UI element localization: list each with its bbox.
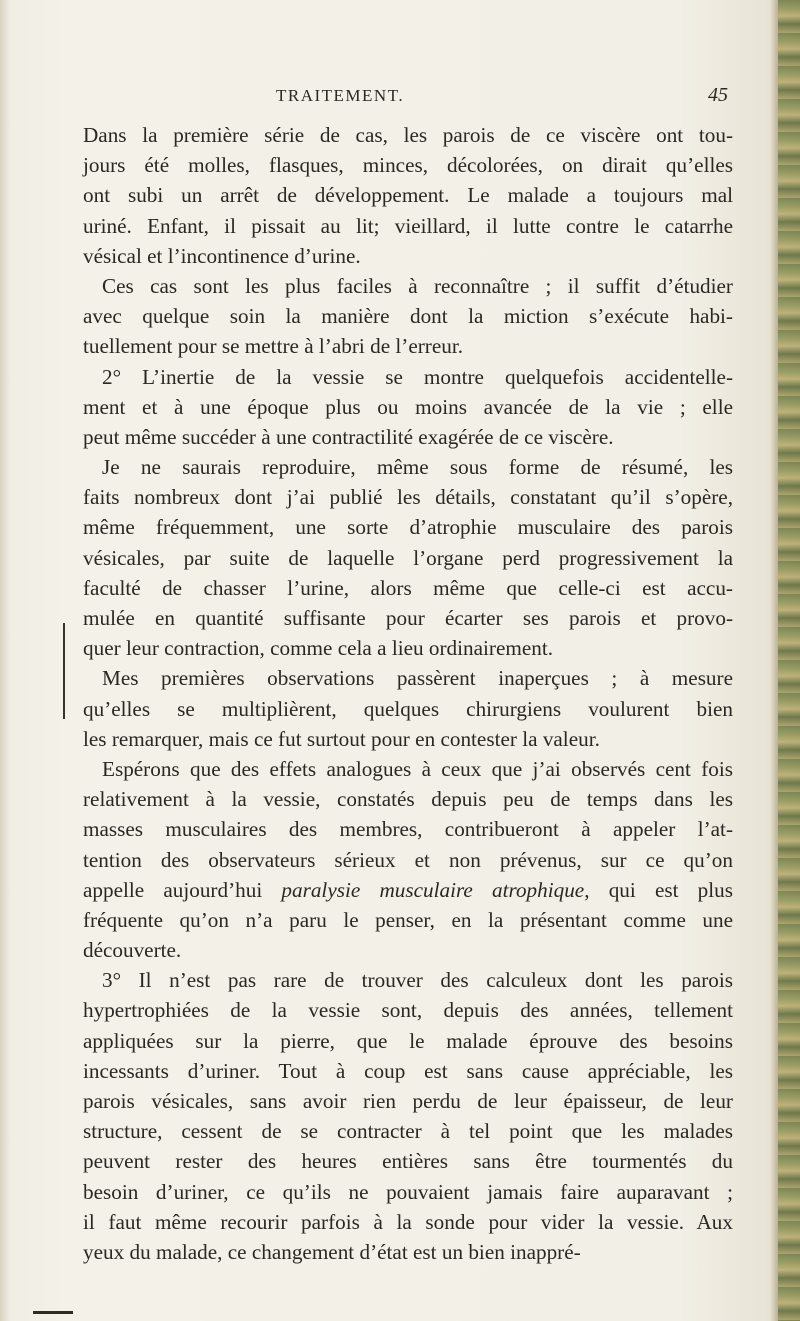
page-shadow [770, 0, 778, 1321]
text-line: besoin d’uriner, ce qu’ils ne pouvaient jamais faire auparavant ; [83, 1179, 733, 1204]
text-line: mulée en quantité suffisante pour écarter ses parois et provo- [83, 606, 733, 630]
text-line: uriné. Enfant, il pissait au lit; vieillard, il lutte contre le catarrhe [83, 213, 733, 238]
text-line: Mes premières observations passèrent inaperçues ; à mesure [102, 666, 733, 691]
running-title: TRAITEMENT. [276, 86, 405, 105]
text-line: faculté de chasser l’urine, alors même que celle-ci est accu- [83, 575, 733, 600]
page-header [0, 86, 800, 110]
text-line: jours été molles, flasques, minces, décolorées, on dirait qu’elles [83, 153, 733, 178]
text-line: Espérons que des effets analogues à ceux que j’ai observés cent fois [102, 756, 733, 781]
text-segment: appelle aujourd’hui [83, 877, 282, 902]
text-line: avec quelque soin la manière dont la miction s’exécute habi- [83, 304, 733, 329]
text-line: ment et à une époque plus ou moins avancée de la vie ; elle [83, 394, 733, 419]
text-line: incessants d’uriner. Tout à coup est sans cause appréciable, les [83, 1058, 733, 1083]
text-line: vésical et l’incontinence d’urine. [83, 243, 361, 268]
text-line: ont subi un arrêt de développement. Le malade a toujours mal [83, 183, 733, 208]
binding-edge [778, 0, 800, 1321]
text-line: peut même succéder à une contractilité exagérée de ce viscère. [83, 424, 614, 449]
page-left-edge [0, 0, 10, 1321]
text-line: il faut même recourir parfois à la sonde pour vider la vessie. Aux [83, 1209, 733, 1234]
text-line: 2° L’inertie de la vessie se montre quelquefois accidentelle- [102, 364, 733, 389]
text-line: vésicales, par suite de laquelle l’organe perd progressivement la [83, 545, 733, 570]
body-text [83, 120, 733, 1267]
margin-mark [63, 623, 65, 719]
text-line: appliquées sur la pierre, que le malade éprouve des besoins [83, 1028, 733, 1053]
text-line: même fréquemment, une sorte d’atrophie musculaire des parois [83, 515, 733, 540]
text-line: hypertrophiées de la vessie sont, depuis des années, tellement [83, 998, 733, 1023]
text-line: Je ne saurais reproduire, même sous forme de résumé, les [102, 455, 733, 480]
text-line: Dans la première série de cas, les parois de ce viscère ont tou- [83, 123, 733, 147]
corner-mark [33, 1311, 73, 1314]
text-line [83, 875, 733, 905]
text-line: tuellement pour se mettre à l’abri de l’erreur. [83, 334, 464, 359]
text-line: fréquente qu’on n’a paru le penser, en la présentant comme une [83, 907, 733, 932]
text-line: masses musculaires des membres, contribueront à appeler l’at- [83, 817, 733, 842]
text-line: faits nombreux dont j’ai publié les détails, constatant qu’il s’opère, [83, 485, 733, 510]
italic-term: paralysie musculaire atrophique [281, 877, 585, 902]
text-line: tention des observateurs sérieux et non prévenus, sur ce qu’on [83, 847, 733, 872]
text-line: parois vésicales, sans avoir rien perdu de leur épaisseur, de leur [83, 1089, 733, 1113]
text-line: 3° Il n’est pas rare de trouver des calculeux dont les parois [102, 968, 733, 993]
text-line: qu’elles se multiplièrent, quelques chirurgiens voulurent bien [83, 696, 733, 721]
text-segment: , qui est plus [584, 877, 733, 902]
text-line: structure, cessent de se contracter à tel point que les malades [83, 1119, 733, 1144]
text-line: découverte. [83, 938, 182, 963]
text-line: peuvent rester des heures entières sans être tourmentés du [83, 1149, 733, 1174]
text-line: yeux du malade, ce changement d’état est un bien inappré- [83, 1239, 581, 1264]
page-number: 45 [708, 84, 728, 106]
text-line: quer leur contraction, comme cela a lieu ordinairement. [83, 636, 554, 661]
text-line: relativement à la vessie, constatés depuis peu de temps dans les [83, 787, 733, 812]
text-line: les remarquer, mais ce fut surtout pour en contester la valeur. [83, 726, 600, 751]
text-line: Ces cas sont les plus faciles à reconnaître ; il suffit d’étudier [102, 273, 733, 298]
